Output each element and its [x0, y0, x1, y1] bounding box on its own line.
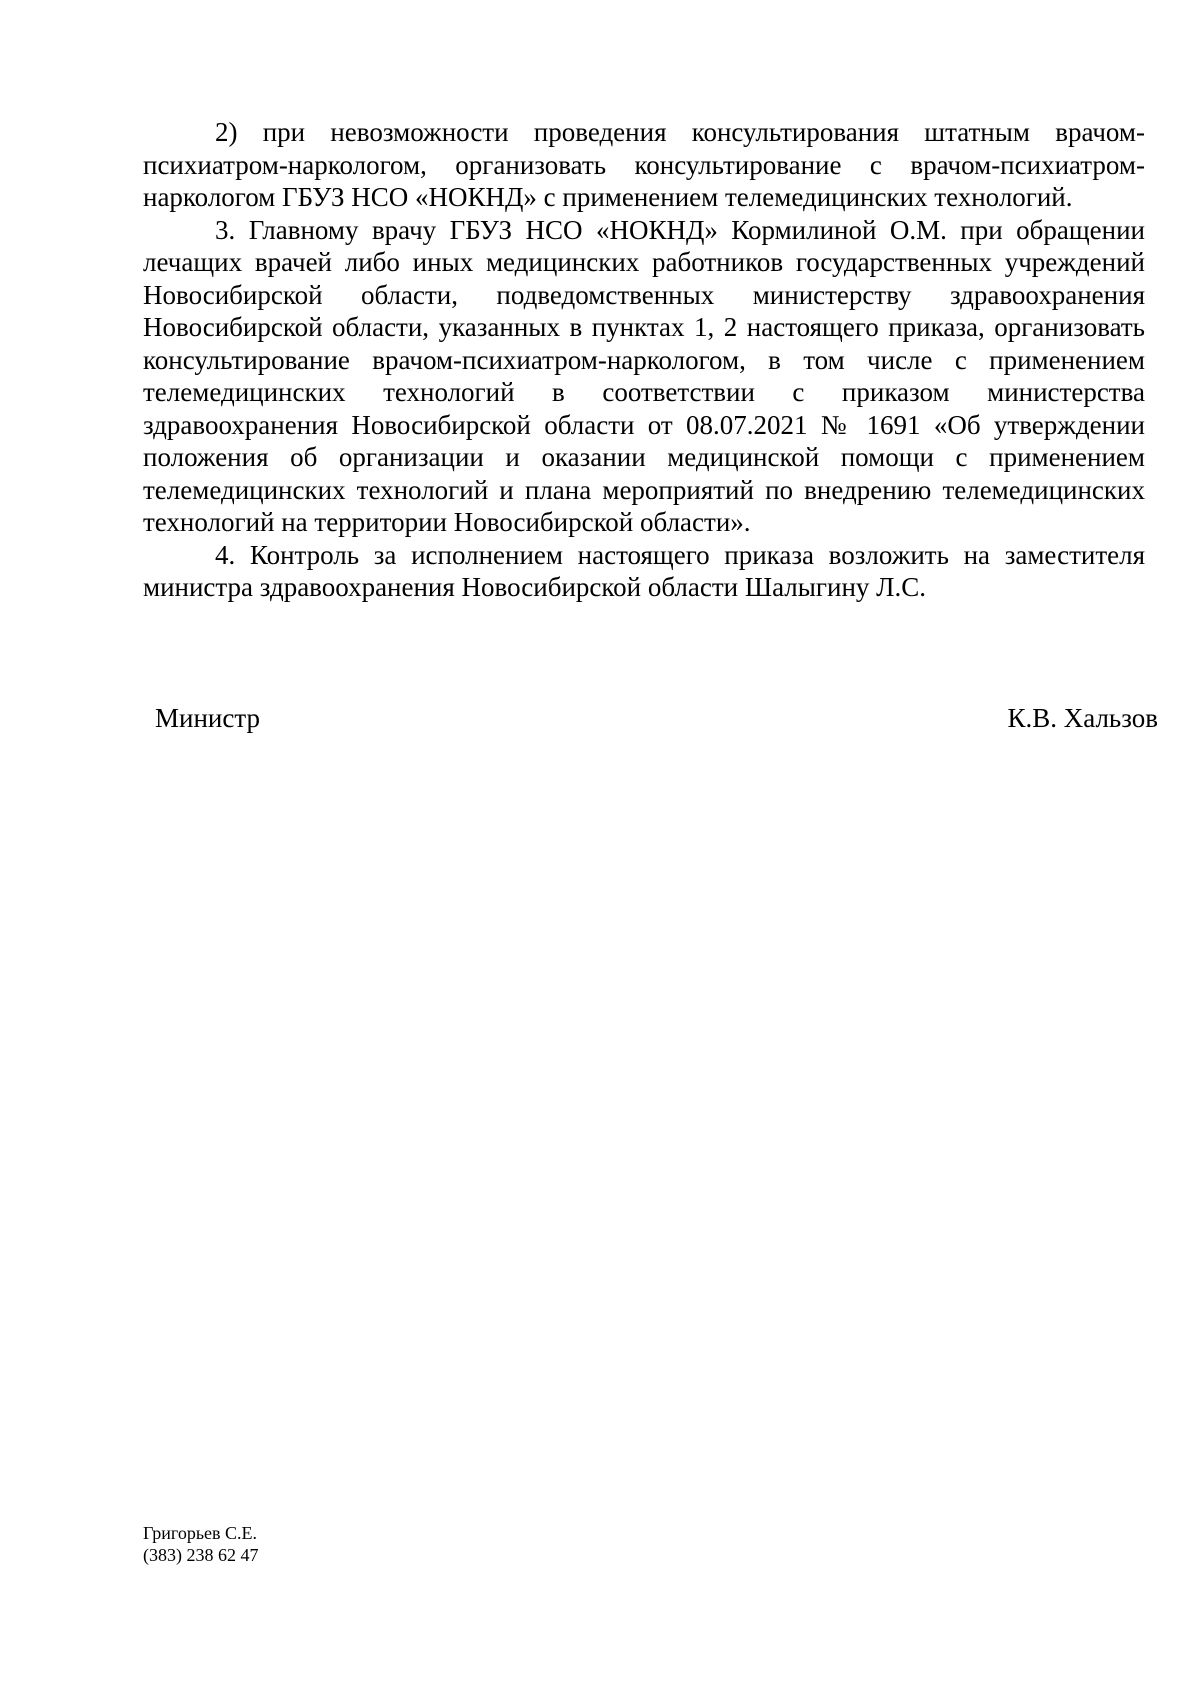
paragraph-item-2-sub: 2) при невозможности проведения консультирования штатным врачом-психиатром-наркологом, организовать консультирование с врачом-психиатром-наркологом ГБУЗ НСО «НОКНД» с применением телемедицинских технологий. — [143, 117, 1145, 212]
paragraph-item-3: 3. Главному врачу ГБУЗ НСО «НОКНД» Кормилиной О.М. при обращении лечащих врачей либо иных медицинских работников государственных учреждений Новосибирской области, подведомственных министерству здравоохранения Новосибирской области, указанных в пунктах 1, 2 настоящего приказа, организовать консультирование врачом-психиатром-наркологом, в том числе с применением телемедицинских технологий в соответствии с приказом министерства здравоохранения Новосибирской области от 08.07.2021 № 1691 «Об утверждении положения об организации и оказании медицинской помощи с применением телемедицинских технологий и плана мероприятий по внедрению телемедицинских технологий на территории Новосибирской области». — [143, 214, 1145, 537]
executor-phone: (383) 238 62 47 — [143, 1545, 259, 1565]
executor-name: Григорьев С.Е. — [143, 1523, 258, 1543]
signatory-name: К.В. Хальзов — [1007, 703, 1158, 733]
executor-block — [143, 1522, 259, 1566]
document-body — [143, 116, 1145, 604]
paragraph-item-4: 4. Контроль за исполнением настоящего приказа возложить на заместителя министра здравоохранения Новосибирской области Шалыгину Л.С. — [143, 539, 1145, 602]
signatory-role: Министр — [155, 703, 260, 733]
signature-block — [155, 700, 1158, 736]
